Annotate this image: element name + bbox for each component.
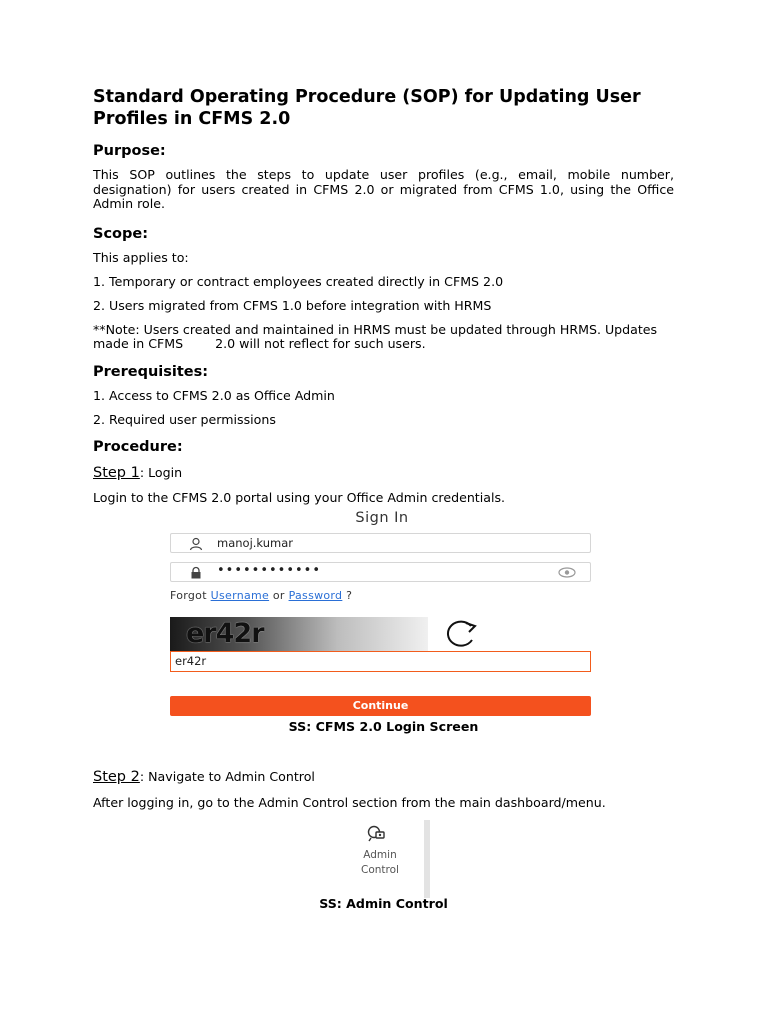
prerequisite-item: 1. Access to CFMS 2.0 as Office Admin [93,387,335,403]
login-screenshot [170,510,594,722]
forgot-or: or [272,589,285,602]
forgot-prefix: Forgot [170,589,207,602]
prerequisite-item: 2. Required user permissions [93,411,276,427]
captcha-text: er42r [186,618,264,649]
admin-control-label-line2: Control [361,864,399,876]
step-2-label: Step 2 [93,769,140,785]
password-value: •••••••••••• [217,563,322,578]
step-1-title: : Login [139,465,183,480]
password-field[interactable] [170,562,591,582]
forgot-username-link[interactable]: Username [210,589,270,602]
username-field[interactable] [170,533,591,553]
step-2-title: : Navigate to Admin Control [139,769,315,784]
scope-heading: Scope: [93,225,149,242]
admin-control-label-line1: Admin [363,849,397,861]
admin-control-caption: SS: Admin Control [319,896,448,911]
forgot-suffix: ? [346,589,353,602]
sign-in-title: Sign In [355,510,409,526]
captcha-input-value: er42r [175,654,207,668]
step-1-label: Step 1 [93,465,140,481]
scope-note: **Note: Users created and maintained in HRMS must be updated through HRMS. Updates made in CFMS 2.0 will not reflect for such users. [93,321,662,351]
document-body [93,86,674,515]
document-title: Standard Operating Procedure (SOP) for Updating User Profiles in CFMS 2.0 [93,87,641,129]
admin-control-screenshot [338,820,432,898]
continue-button[interactable]: Continue [170,696,591,716]
scope-item: 1. Temporary or contract employees created directly in CFMS 2.0 [93,273,504,289]
user-icon [189,537,203,551]
procedure-heading: Procedure: [93,439,183,455]
prerequisites-heading: Prerequisites: [93,363,209,380]
login-screenshot-caption: SS: CFMS 2.0 Login Screen [288,719,479,734]
admin-control-icon[interactable] [366,824,388,842]
forgot-credentials-line [170,589,352,602]
step-1-text: Login to the CFMS 2.0 portal using your Office Admin credentials. [93,490,506,505]
scope-item: 2. Users migrated from CFMS 1.0 before integration with HRMS [93,297,492,313]
forgot-password-link[interactable]: Password [288,589,343,602]
captcha-input[interactable] [170,651,591,672]
refresh-captcha-icon[interactable] [431,617,485,649]
lock-icon [189,566,203,580]
step-2-text: After logging in, go to the Admin Control section from the main dashboard/menu. [93,795,606,810]
username-value: manoj.kumar [217,536,293,550]
purpose-text: This SOP outlines the steps to update user profiles (e.g., email, mobile number, designation) for users created in CFMS 2.0 or migrated from CFMS 1.0, using the Office Admin role. [93,167,674,211]
step-1-heading [93,464,674,482]
captcha-image [170,617,428,651]
scope-intro: This applies to: [93,249,189,265]
step-2-heading [93,768,674,786]
purpose-heading: Purpose: [93,143,166,159]
scrollbar-divider [424,820,430,898]
admin-control-label[interactable] [344,848,416,878]
eye-icon[interactable] [558,567,576,578]
